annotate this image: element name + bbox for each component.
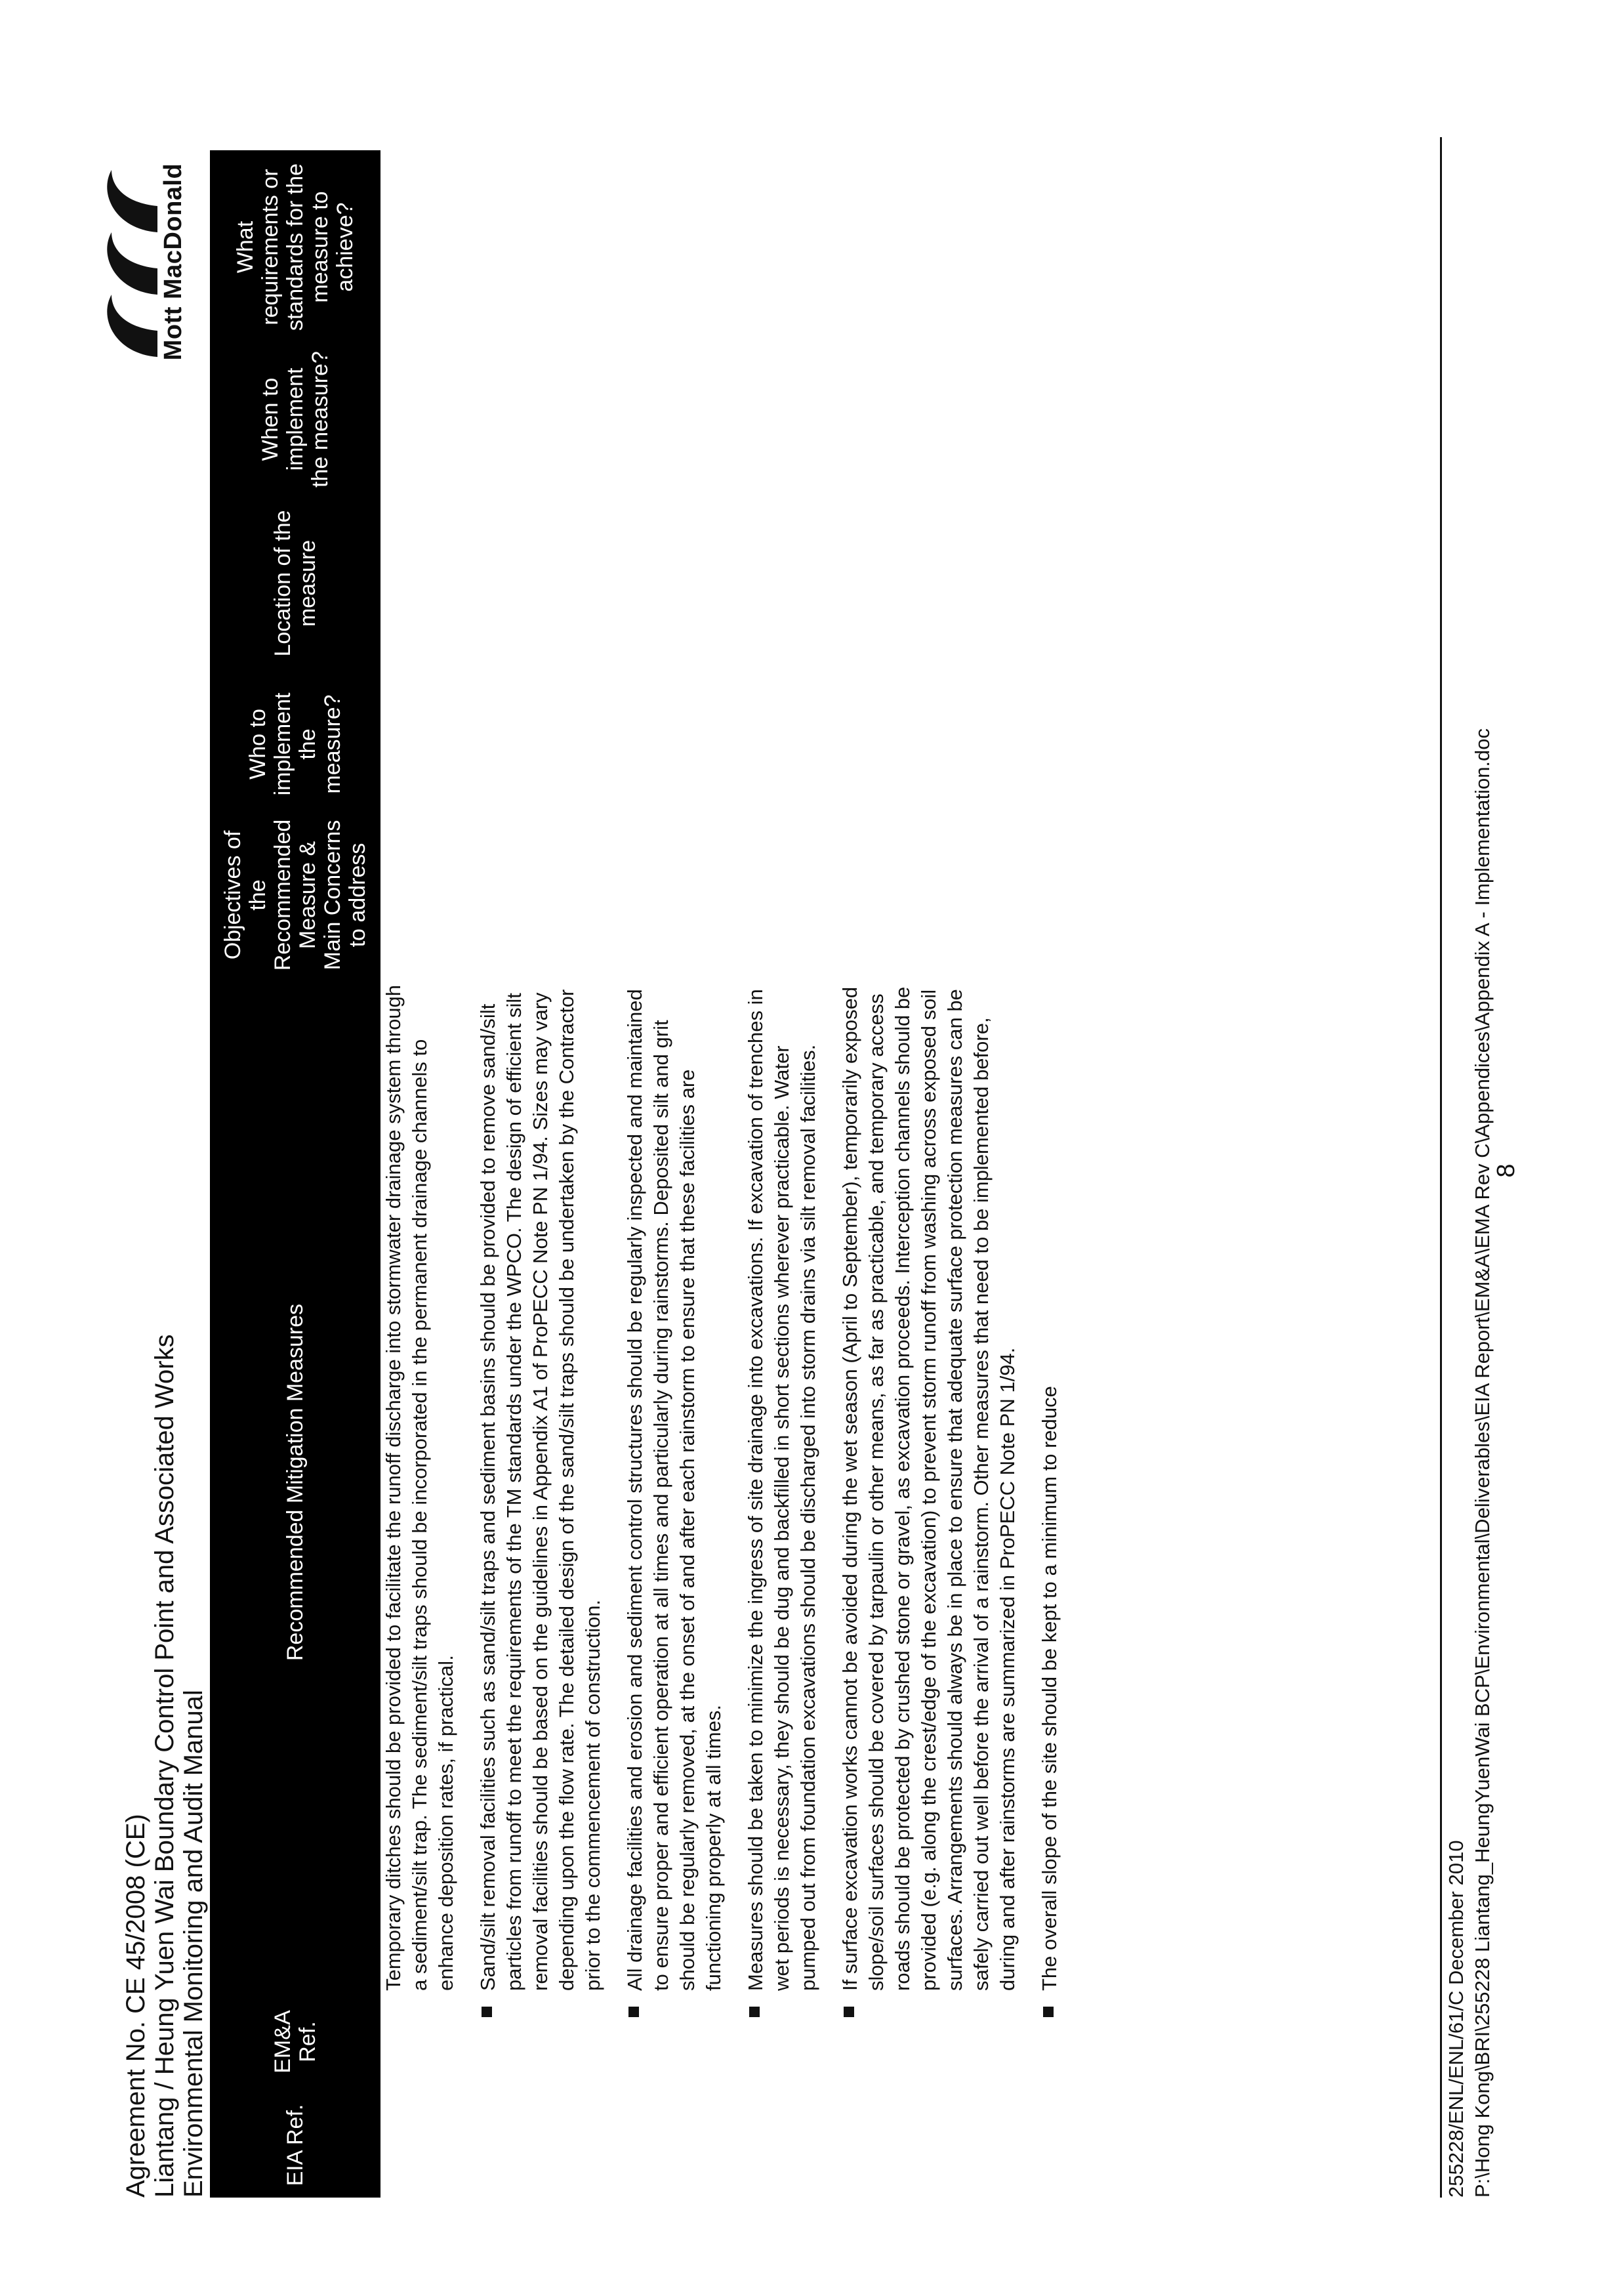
measure-item [380,974,459,1991]
mitigation-measures-list [380,974,1079,1991]
bullet-icon [1043,2007,1054,2017]
measure-text: Temporary ditches should be provided to facilitate the runoff discharge into stormwater drainage system through a sediment/silt trap. The sediment/silt traps should be incorporated in the permanent drainage channels to enhance deposition rates, if practical. [382,984,457,1991]
mott-macdonald-logo [95,131,194,380]
implementation-schedule-table [210,150,1061,2198]
measure-text: Sand/silt removal facilities such as sand/silt traps and sediment basins should be provided to remove sand/silt particles from runoff to meet the requirements of the TM standards under the WPCO. The design of efficient silt removal facilities should be based on the guidelines in Appendix A1 of ProPECC Note PN 1/94. Sizes may vary depending upon the flow rate. The detailed design of the sand/silt traps should be undertaken by the Contractor prior to the commencement of construction. [476,989,604,1991]
measure-item [622,974,727,1991]
footer-divider [1440,137,1442,2198]
document-reference: 255228/ENL/ENL/61/C December 2010 [1445,1840,1468,2198]
header-ema-ref: EM&A Ref. [270,2010,320,2074]
measure-item [837,974,1021,1991]
bullet-icon [749,2007,760,2017]
header-eia-ref: EIA Ref. [283,2104,308,2186]
header-recommended-measures: Recommended Mitigation Measures [283,1303,308,1661]
document-header [121,1016,208,2198]
header-requirements: What requirements or standards for the measure to achieve? [233,163,358,331]
measure-item [1037,974,1063,1991]
header-when-implement: When to implement the measure? [258,351,333,488]
page-number: 8 [1492,1163,1520,1178]
header-location: Location of the measure [270,510,320,657]
file-path: P:\Hong Kong\BRI\255228 Liantang_HeungYuenWai BCP\Environmental\Deliverables\EIA Report\EM&A\EMA Rev C\Appendices\Appendix A - Implementation.doc [1471,728,1494,2198]
project-title: Liantang / Heung Yuen Wai Boundary Control Point and Associated Works [150,1334,179,2198]
bullet-icon [628,2007,639,2017]
logo-text: Mott MacDonald [159,163,187,361]
measure-text: The overall slope of the site should be kept to a minimum to reduce [1038,1386,1061,1991]
manual-title: Environmental Monitoring and Audit Manual [179,1690,208,2198]
bullet-icon [482,2007,492,2017]
measure-item [475,974,606,1991]
header-who-implements: Who to implement the measure? [245,692,345,796]
measure-item [743,974,821,1991]
header-objectives: Objectives of the Recommended Measure & Main Concerns to address [220,819,370,971]
table-header-row [210,150,380,2198]
logo-mark-icon [95,150,161,367]
document-footer [1443,229,1496,2198]
bullet-icon [844,2007,854,2017]
measure-text: If surface excavation works cannot be avoided during the wet season (April to September), temporarily exposed slope/soil surfaces should be covered by tarpaulin or other means, as far as practicable, and temporary access roads should be protected by crushed stone or gravel, as excavation proceeds. Interception channels should be provided (e.g. along the crest/edge of the excavation) to prevent storm runoff from washing across exposed soil surfaces. Arrangements should always be in place to ensure that adequate surface protection measures can be safely carried out well before the arrival of a rainstorm. Other measures that need to be implemented before, during and after rainstorms are summarized in ProPECC Note PN 1/94. [838,986,1019,1991]
measure-text: Measures should be taken to minimize the ingress of site drainage into excavations. If excavation of trenches in wet periods is necessary, they should be dug and backfilled in short sections wherever practicable. Water pumped out from foundation excavations should be discharged into storm drains via silt removal facilities. [744,989,819,1991]
measure-text: All drainage facilities and erosion and sediment control structures should be regularly inspected and maintained to ensure proper and efficient operation at all times and particularly during rainstorms. Deposited silt and grit should be regularly removed, at the onset of and after each rainstorm to ensure that these facilities are functioning properly at all times. [623,989,725,1991]
agreement-number: Agreement No. CE 45/2008 (CE) [121,1814,150,2198]
